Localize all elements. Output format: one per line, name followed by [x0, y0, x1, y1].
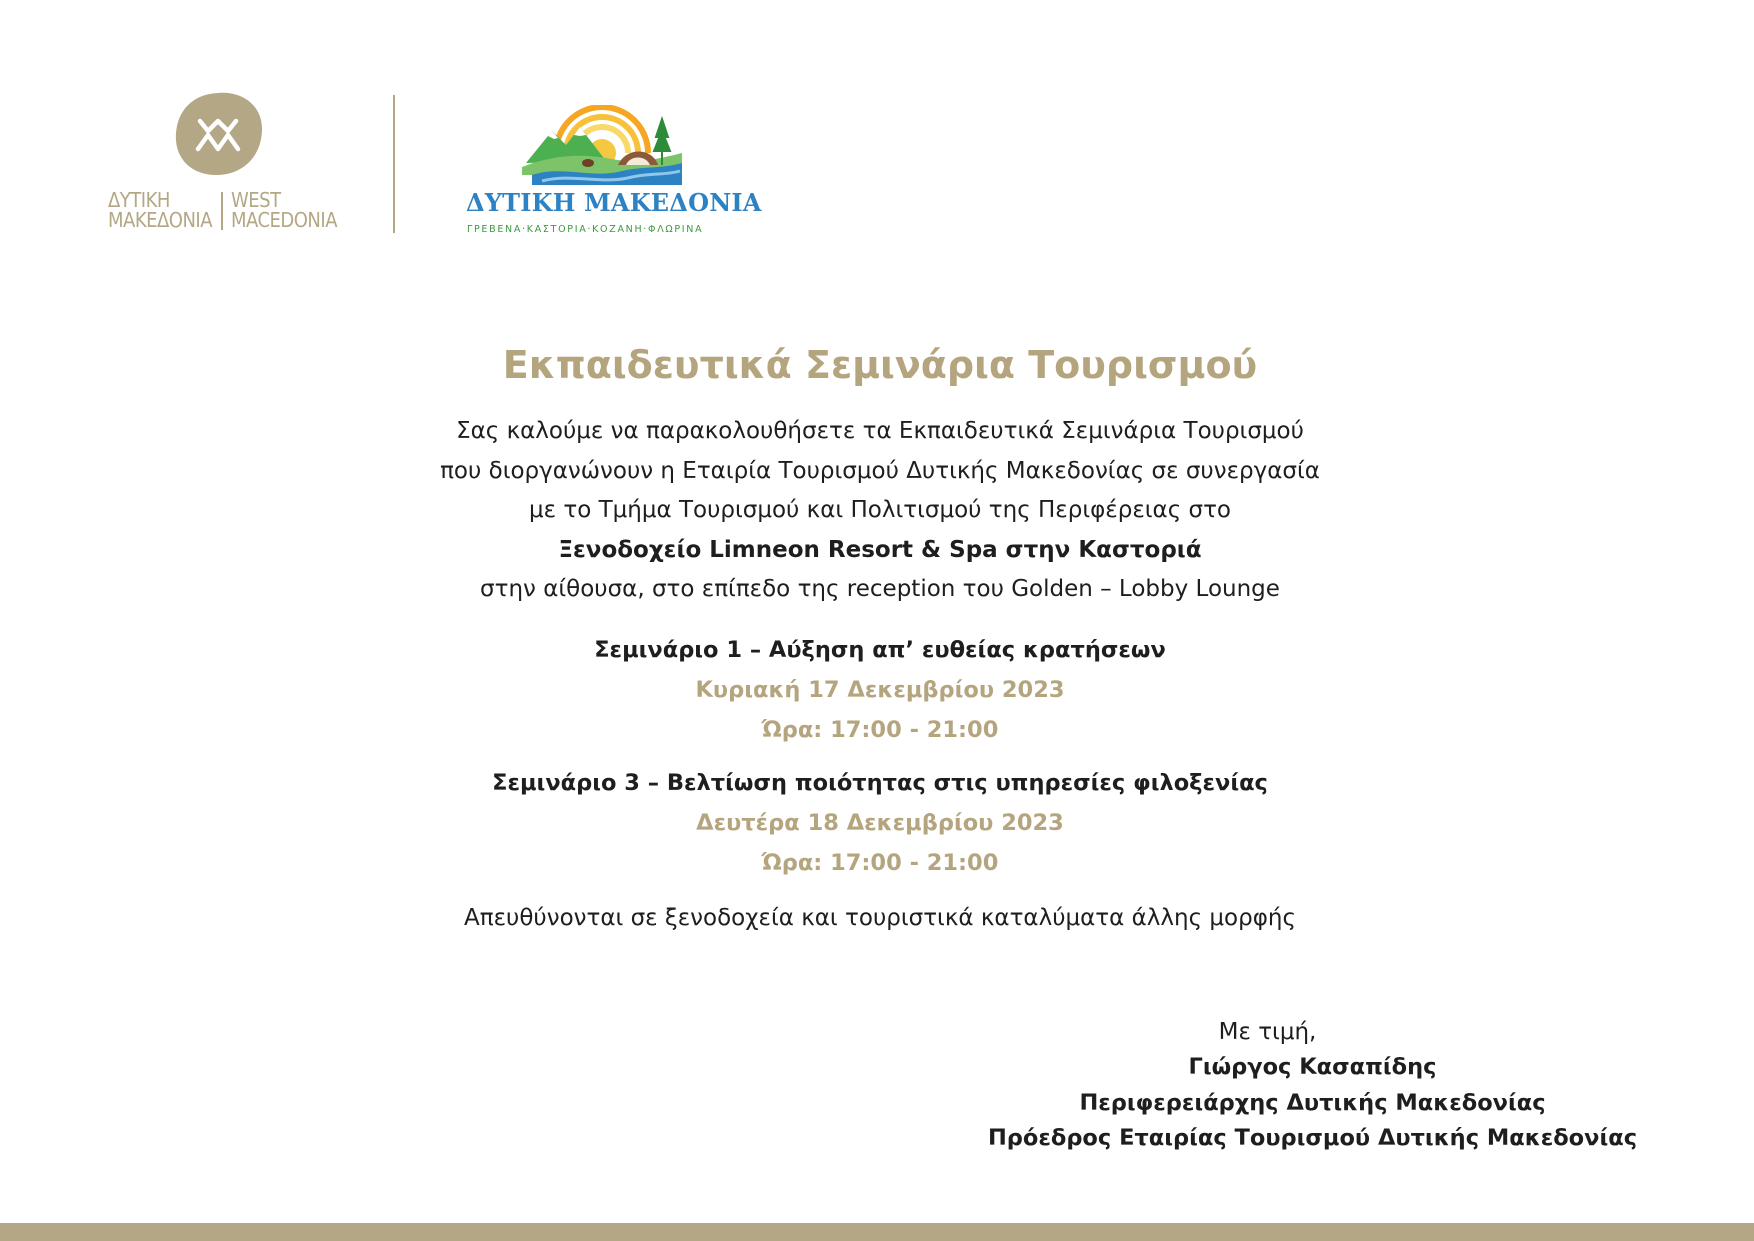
seminar-date: Κυριακή 17 Δεκεμβρίου 2023 — [695, 676, 1065, 703]
intro-line: με το Τμήμα Τουρισμού και Πολιτισμού της Περιφέρειας στο — [528, 497, 1232, 523]
dytiki-makedonia-logo — [460, 105, 762, 240]
signature-greeting: Με τιμή, — [1218, 1019, 1317, 1045]
seminar-name: Σεμινάριο 3 – Βελτίωση ποιότητας στις υπηρεσίες φιλοξενίας — [492, 769, 1268, 796]
footer-bar — [0, 1223, 1754, 1241]
logo-divider — [393, 95, 395, 233]
invitation-body — [330, 338, 1430, 938]
document-title: Εκπαιδευτικά Σεμινάρια Τουρισμού — [502, 343, 1258, 387]
logo-separator — [221, 192, 223, 230]
venue-name: Ξενοδοχείο Limneon Resort & Spa στην Καστοριά — [558, 536, 1202, 563]
west-macedonia-logo — [105, 88, 335, 238]
signatory-name: Γιώργος Κασαπίδης — [1188, 1054, 1437, 1080]
seminar-time: Ώρα: 17:00 - 21:00 — [761, 849, 999, 876]
landscape-icon — [522, 105, 682, 185]
west-macedonia-emblem-icon — [172, 91, 264, 177]
dytiki-makedonia-title: ΔΥΤΙΚΗ ΜΑΚΕΔΟΝΙΑ — [466, 188, 762, 217]
seminar-block — [330, 763, 1430, 883]
intro-line: που διοργανώνουν η Εταιρία Τουρισμού Δυτικής Μακεδονίας σε συνεργασία — [440, 457, 1320, 484]
venue-room: στην αίθουσα, στο επίπεδο της reception του Golden – Lobby Lounge — [480, 576, 1280, 602]
signature-block — [970, 1015, 1655, 1157]
dytiki-makedonia-subtitle: ΓΡΕΒΕΝΑ·ΚΑΣΤΟΡΙΑ·ΚΟΖΑΝΗ·ΦΛΩΡΙΝΑ — [467, 224, 704, 235]
seminar-date: Δευτέρα 18 Δεκεμβρίου 2023 — [696, 809, 1064, 836]
seminar-name: Σεμινάριο 1 – Αύξηση απ’ ευθείας κρατήσεων — [594, 636, 1166, 663]
west-macedonia-greek-name: ΔΥΤΙΚΗ ΜΑΚΕΔΟΝΙΑ — [108, 188, 213, 232]
intro-paragraph — [330, 412, 1430, 610]
signatory-role: Περιφερειάρχης Δυτικής Μακεδονίας — [1079, 1089, 1546, 1116]
target-audience: Απευθύνονται σε ξενοδοχεία και τουριστικά καταλύματα άλλης μορφής — [464, 904, 1296, 931]
intro-line: Σας καλούμε να παρακολουθήσετε τα Εκπαιδευτικά Σεμινάρια Τουρισμού — [456, 418, 1304, 444]
west-macedonia-english-name: WEST MACEDONIA — [231, 188, 337, 232]
seminar-time: Ώρα: 17:00 - 21:00 — [761, 716, 999, 743]
seminar-block — [330, 630, 1430, 750]
signatory-role: Πρόεδρος Εταιρίας Τουρισμού Δυτικής Μακεδονίας — [987, 1125, 1638, 1151]
